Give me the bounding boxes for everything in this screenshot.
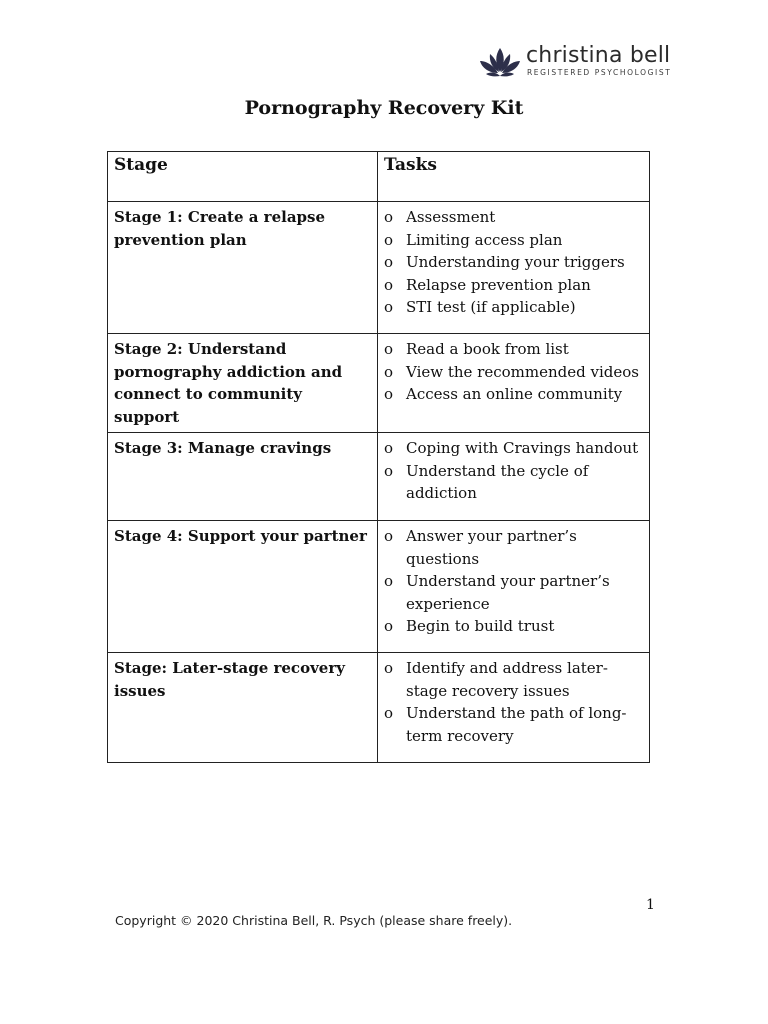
task-item: [384, 229, 643, 252]
task-item: [384, 460, 643, 505]
task-item: [384, 361, 643, 384]
bullet-icon: o: [384, 208, 394, 226]
bullet-icon: o: [384, 298, 394, 316]
logo: [478, 43, 672, 80]
task-item: [384, 251, 643, 274]
task-item: [384, 615, 643, 638]
bullet-icon: o: [384, 362, 394, 381]
page-title: Pornography Recovery Kit: [244, 97, 524, 119]
bullet-icon: o: [384, 527, 394, 545]
task-text: Answer your partner’s questions: [406, 527, 577, 568]
task-text: STI test (if applicable): [406, 298, 576, 316]
task-list: [384, 338, 643, 406]
bullet-icon: o: [384, 230, 394, 249]
task-text: Identify and address later-stage recovery issues: [406, 659, 608, 700]
table-row: [108, 433, 650, 521]
stage-label: Stage: Later-stage recovery issues: [114, 659, 345, 700]
stage-label: Stage 2: Understand pornography addiction and connect to community support: [114, 340, 343, 426]
stage-column-header: Stage: [108, 152, 378, 202]
task-text: Begin to build trust: [406, 617, 555, 635]
task-list: [384, 657, 643, 747]
task-item: [384, 570, 643, 615]
task-text: Relapse prevention plan: [406, 275, 591, 294]
task-text: Access an online community: [406, 385, 623, 403]
bullet-icon: o: [384, 617, 394, 635]
task-text: Assessment: [406, 208, 496, 226]
tasks-cell: [378, 334, 650, 433]
task-item: [384, 437, 643, 460]
task-text: Understand your partner’s experience: [406, 572, 610, 613]
tasks-cell: [378, 433, 650, 521]
bullet-icon: o: [384, 461, 394, 480]
bullet-icon: o: [384, 572, 394, 590]
task-item: [384, 383, 643, 406]
task-item: [384, 657, 643, 702]
stage-label: Stage 3: Manage cravings: [114, 439, 332, 457]
page-number: 1: [646, 897, 655, 913]
task-text: Limiting access plan: [406, 230, 563, 249]
bullet-icon: o: [384, 439, 394, 457]
task-item: [384, 296, 643, 319]
task-text: Understand the cycle of addiction: [406, 461, 589, 502]
task-item: [384, 274, 643, 297]
bullet-icon: o: [384, 659, 394, 677]
table-row: [108, 653, 650, 763]
bullet-icon: o: [384, 253, 394, 271]
stage-label: Stage 4: Support your partner: [114, 527, 367, 545]
lotus-icon: [478, 46, 522, 78]
table-header-row: [108, 152, 650, 202]
bullet-icon: o: [384, 275, 394, 294]
bullet-icon: o: [384, 704, 394, 722]
bullet-icon: o: [384, 385, 394, 403]
logo-name: christina bell: [526, 43, 671, 68]
task-item: [384, 206, 643, 229]
tasks-cell: [378, 653, 650, 763]
task-list: [384, 206, 643, 319]
tasks-cell: [378, 202, 650, 334]
stage-cell: [108, 653, 378, 763]
task-text: Understand the path of long-term recovery: [406, 704, 627, 745]
task-text: View the recommended videos: [406, 362, 639, 381]
task-list: [384, 437, 643, 505]
stage-cell: [108, 202, 378, 334]
table-row: [108, 334, 650, 433]
copyright-notice: Copyright © 2020 Christina Bell, R. Psych (please share freely).: [115, 913, 513, 928]
table-row: [108, 202, 650, 334]
logo-tagline: REGISTERED PSYCHOLOGIST: [527, 68, 672, 77]
task-item: [384, 338, 643, 361]
tasks-cell: [378, 521, 650, 653]
stage-label: Stage 1: Create a relapse prevention plan: [114, 208, 326, 249]
stage-cell: [108, 433, 378, 521]
task-item: [384, 702, 643, 747]
stage-cell: [108, 334, 378, 433]
table-row: [108, 521, 650, 653]
task-text: Understanding your triggers: [406, 253, 625, 271]
recovery-kit-table: [107, 151, 650, 763]
task-list: [384, 525, 643, 638]
task-item: [384, 525, 643, 570]
task-text: Coping with Cravings handout: [406, 439, 639, 457]
stage-cell: [108, 521, 378, 653]
task-text: Read a book from list: [406, 340, 569, 358]
tasks-column-header: Tasks: [378, 152, 650, 202]
bullet-icon: o: [384, 340, 394, 358]
